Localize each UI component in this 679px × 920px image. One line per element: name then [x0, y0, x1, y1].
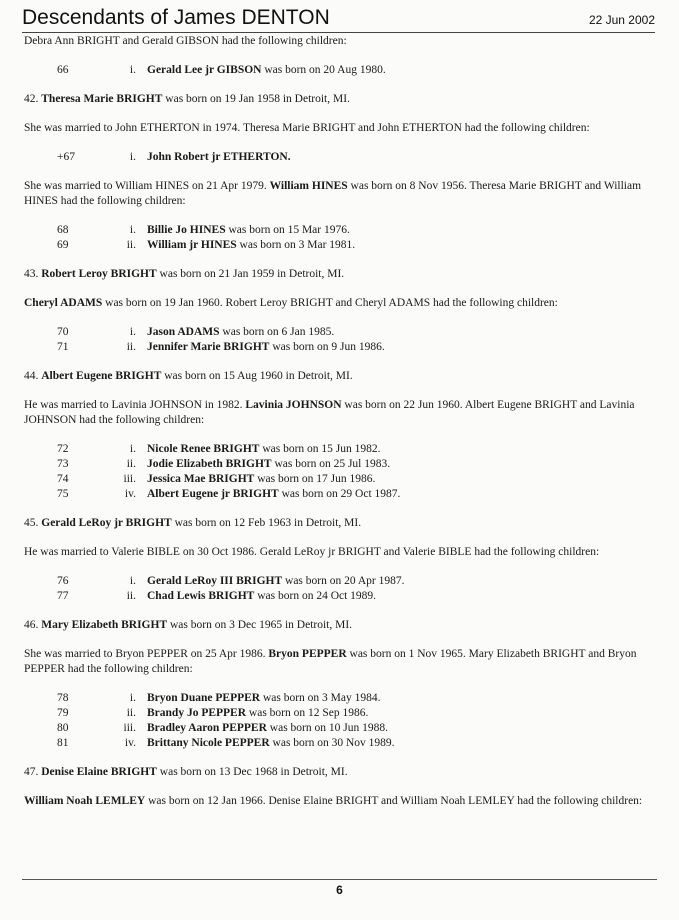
child-number: 75	[57, 488, 69, 500]
child-number: 74	[57, 473, 69, 485]
child-roman-numeral: ii.	[126, 707, 136, 719]
child-text	[147, 721, 388, 736]
child-name: Nicole Renee BRIGHT	[147, 443, 260, 455]
child-roman-numeral: iv.	[124, 488, 136, 500]
child-entry	[24, 487, 653, 502]
child-roman-numeral: i.	[129, 575, 136, 587]
child-roman-numeral: i.	[129, 443, 136, 455]
child-name: Albert Eugene jr BRIGHT	[147, 488, 279, 500]
person-name: William Noah LEMLEY	[24, 795, 146, 807]
children-list	[24, 63, 653, 78]
paragraph	[24, 516, 653, 531]
paragraph-text: 44.	[24, 370, 42, 382]
children-list	[24, 223, 653, 253]
child-text	[147, 574, 404, 589]
child-roman-numeral: i.	[129, 224, 136, 236]
paragraph-text: was born on 1 Nov 1965. Mary Elizabeth BRIGHT and Bryon PEPPER had the following children:	[24, 648, 637, 675]
paragraph-text: 42.	[24, 93, 42, 105]
child-roman-numeral: iii.	[123, 722, 136, 734]
child-birth-info: was born on 24 Oct 1989.	[254, 590, 377, 602]
document-date: 22 Jun 2002	[588, 13, 655, 27]
paragraph-text: was born on 15 Aug 1960 in Detroit, MI.	[161, 370, 353, 382]
person-name: Mary Elizabeth BRIGHT	[41, 619, 168, 631]
footer-divider	[22, 879, 657, 880]
child-birth-info: was born on 10 Jun 1988.	[266, 722, 388, 734]
child-entry	[24, 706, 653, 721]
paragraph-text: was born on 8 Nov 1956. Theresa Marie BRIGHT and William HINES had the following children:	[24, 180, 642, 207]
paragraph	[24, 296, 653, 311]
page-number: 6	[336, 883, 343, 897]
child-number: 81	[57, 737, 69, 749]
child-roman-numeral: iv.	[124, 737, 136, 749]
child-roman-numeral: ii.	[126, 458, 136, 470]
paragraph-text: was born on 21 Jan 1959 in Detroit, MI.	[156, 268, 345, 280]
child-entry	[24, 238, 653, 253]
child-roman-numeral: i.	[129, 64, 136, 76]
paragraph-text: 47.	[24, 766, 42, 778]
paragraph	[24, 765, 653, 780]
paragraph	[24, 92, 653, 107]
child-text	[147, 472, 375, 487]
paragraph-text: She was married to John ETHERTON in 1974. Theresa Marie BRIGHT and John ETHERTON had the following children:	[24, 122, 590, 134]
paragraph-text: was born on 12 Jan 1966. Denise Elaine BRIGHT and William Noah LEMLEY had the following children:	[145, 795, 643, 807]
child-name: William jr HINES	[147, 239, 237, 251]
child-roman-numeral: i.	[129, 692, 136, 704]
child-birth-info: was born on 30 Nov 1989.	[269, 737, 395, 749]
children-list	[24, 574, 653, 604]
child-birth-info: was born on 17 Jun 1986.	[254, 473, 376, 485]
paragraph	[24, 267, 653, 282]
child-birth-info: was born on 15 Mar 1976.	[225, 224, 350, 236]
child-number: +67	[57, 151, 75, 163]
child-name: Jessica Mae BRIGHT	[147, 473, 255, 485]
paragraph	[24, 618, 653, 633]
paragraph	[24, 647, 653, 677]
child-entry	[24, 574, 653, 589]
paragraph-text: 43.	[24, 268, 42, 280]
child-birth-info: was born on 20 Apr 1987.	[282, 575, 405, 587]
paragraph-text: was born on 22 Jun 1960. Albert Eugene BRIGHT and Lavinia JOHNSON had the following children:	[24, 399, 635, 426]
child-text	[147, 706, 368, 721]
paragraph	[24, 179, 653, 209]
child-entry	[24, 691, 653, 706]
child-roman-numeral: iii.	[123, 473, 136, 485]
person-name: Robert Leroy BRIGHT	[41, 268, 157, 280]
child-birth-info: was born on 3 Mar 1981.	[236, 239, 356, 251]
child-roman-numeral: i.	[129, 326, 136, 338]
child-text	[147, 325, 334, 340]
child-number: 72	[57, 443, 69, 455]
child-text	[147, 150, 291, 165]
child-name: Bradley Aaron PEPPER	[147, 722, 267, 734]
child-entry	[24, 589, 653, 604]
paragraph-text: She was married to Bryon PEPPER on 25 Apr 1986.	[24, 648, 269, 660]
child-entry	[24, 150, 653, 165]
paragraph-text: He was married to Valerie BIBLE on 30 Oct 1986. Gerald LeRoy jr BRIGHT and Valerie BIBLE had the following children:	[24, 546, 600, 558]
child-number: 73	[57, 458, 69, 470]
child-number: 71	[57, 341, 69, 353]
child-birth-info: was born on 29 Oct 1987.	[278, 488, 401, 500]
child-text	[147, 442, 381, 457]
child-name: Gerald Lee jr GIBSON	[147, 64, 262, 76]
paragraph	[24, 369, 653, 384]
child-roman-numeral: i.	[129, 151, 136, 163]
person-name: Gerald LeRoy jr BRIGHT	[41, 517, 172, 529]
child-birth-info: was born on 3 May 1984.	[260, 692, 381, 704]
paragraph	[24, 121, 653, 136]
child-entry	[24, 325, 653, 340]
person-name: Lavinia JOHNSON	[245, 399, 342, 411]
child-birth-info: was born on 25 Jul 1983.	[271, 458, 391, 470]
child-number: 76	[57, 575, 69, 587]
child-entry	[24, 442, 653, 457]
child-number: 80	[57, 722, 69, 734]
child-name: Brandy Jo PEPPER	[147, 707, 247, 719]
child-name: Billie Jo HINES	[147, 224, 226, 236]
child-roman-numeral: ii.	[126, 590, 136, 602]
child-text	[147, 691, 381, 706]
child-text	[147, 223, 350, 238]
children-list	[24, 150, 653, 165]
child-entry	[24, 736, 653, 751]
child-birth-info: was born on 15 Jun 1982.	[259, 443, 381, 455]
child-text	[147, 589, 376, 604]
child-name: Jason ADAMS	[147, 326, 220, 338]
child-text	[147, 736, 395, 751]
paragraph	[24, 545, 653, 560]
paragraph	[24, 398, 653, 428]
child-entry	[24, 63, 653, 78]
person-name: Albert Eugene BRIGHT	[41, 370, 162, 382]
child-name: Jodie Elizabeth BRIGHT	[147, 458, 272, 470]
child-roman-numeral: ii.	[126, 239, 136, 251]
child-birth-info: was born on 20 Aug 1980.	[261, 64, 386, 76]
page-header	[22, 6, 655, 33]
children-list	[24, 691, 653, 751]
document-title: Descendants of James DENTON	[22, 6, 330, 29]
child-number: 66	[57, 64, 69, 76]
child-number: 77	[57, 590, 69, 602]
child-entry	[24, 457, 653, 472]
child-entry	[24, 223, 653, 238]
child-number: 79	[57, 707, 69, 719]
paragraph	[24, 34, 653, 49]
child-name: John Robert jr ETHERTON.	[147, 151, 291, 163]
child-number: 78	[57, 692, 69, 704]
person-name: Bryon PEPPER	[268, 648, 347, 660]
child-name: Brittany Nicole PEPPER	[147, 737, 270, 749]
child-roman-numeral: ii.	[126, 341, 136, 353]
child-name: Chad Lewis BRIGHT	[147, 590, 255, 602]
child-entry	[24, 472, 653, 487]
child-name: Bryon Duane PEPPER	[147, 692, 261, 704]
paragraph-text: was born on 12 Feb 1963 in Detroit, MI.	[171, 517, 362, 529]
child-text	[147, 63, 386, 78]
person-name: Theresa Marie BRIGHT	[41, 93, 163, 105]
document-body	[24, 34, 653, 823]
person-name: Denise Elaine BRIGHT	[41, 766, 157, 778]
person-name: Cheryl ADAMS	[24, 297, 103, 309]
child-text	[147, 238, 355, 253]
child-text	[147, 340, 385, 355]
child-number: 70	[57, 326, 69, 338]
child-birth-info: was born on 6 Jan 1985.	[219, 326, 335, 338]
paragraph-text: She was married to William HINES on 21 Apr 1979.	[24, 180, 270, 192]
child-text	[147, 457, 390, 472]
child-birth-info: was born on 12 Sep 1986.	[246, 707, 369, 719]
child-text	[147, 487, 400, 502]
child-number: 68	[57, 224, 69, 236]
child-entry	[24, 721, 653, 736]
child-birth-info: was born on 9 Jun 1986.	[269, 341, 385, 353]
children-list	[24, 325, 653, 355]
paragraph-text: was born on 3 Dec 1965 in Detroit, MI.	[167, 619, 353, 631]
paragraph-text: Debra Ann BRIGHT and Gerald GIBSON had the following children:	[24, 35, 347, 47]
paragraph-text: was born on 13 Dec 1968 in Detroit, MI.	[156, 766, 348, 778]
paragraph-text: 46.	[24, 619, 42, 631]
paragraph-text: was born on 19 Jan 1958 in Detroit, MI.	[162, 93, 350, 105]
child-entry	[24, 340, 653, 355]
paragraph	[24, 794, 653, 809]
children-list	[24, 442, 653, 502]
child-name: Jennifer Marie BRIGHT	[147, 341, 270, 353]
paragraph-text: He was married to Lavinia JOHNSON in 1982.	[24, 399, 246, 411]
paragraph-text: 45.	[24, 517, 42, 529]
person-name: William HINES	[269, 180, 348, 192]
paragraph-text: was born on 19 Jan 1960. Robert Leroy BRIGHT and Cheryl ADAMS had the following children:	[102, 297, 558, 309]
child-number: 69	[57, 239, 69, 251]
child-name: Gerald LeRoy III BRIGHT	[147, 575, 283, 587]
